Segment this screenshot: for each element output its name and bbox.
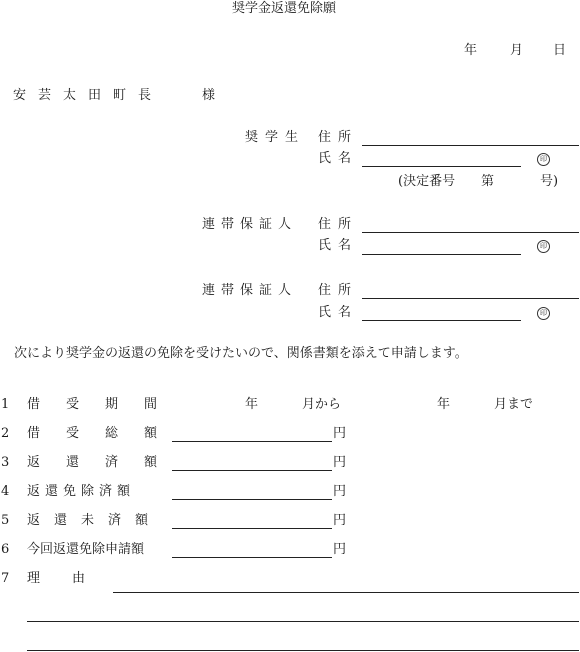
item6-number: 6 bbox=[1, 542, 10, 557]
guarantor2-address-label: 住所 bbox=[318, 283, 359, 298]
decision-number-suffix: 号) bbox=[540, 174, 559, 189]
decision-number-mid: 第 bbox=[481, 174, 495, 189]
date-year-label: 年 bbox=[464, 43, 478, 58]
guarantor2-seal-icon: 印 bbox=[537, 307, 550, 320]
item1-to-month: 月まで bbox=[494, 397, 534, 412]
guarantor2-name-field[interactable] bbox=[362, 320, 521, 321]
student-name-label: 氏名 bbox=[318, 151, 359, 166]
reason-line-1[interactable] bbox=[113, 592, 579, 593]
item4-number: 4 bbox=[1, 484, 10, 499]
item1-label: 借受期間 bbox=[27, 397, 184, 412]
item4-amount-field[interactable] bbox=[172, 499, 332, 500]
date-month-label: 月 bbox=[510, 43, 524, 58]
guarantor2-name-label: 氏名 bbox=[318, 305, 359, 320]
item1-from-year: 年 bbox=[245, 397, 259, 412]
guarantor2-address-field[interactable] bbox=[362, 298, 579, 299]
item5-number: 5 bbox=[1, 513, 10, 528]
item6-amount-field[interactable] bbox=[172, 557, 332, 558]
item3-label: 返還済額 bbox=[27, 455, 184, 470]
decision-number-prefix: (決定番号 bbox=[398, 174, 456, 189]
reason-line-3[interactable] bbox=[27, 650, 579, 651]
guarantor1-role-label: 連帯保証人 bbox=[202, 217, 298, 232]
reason-line-2[interactable] bbox=[27, 621, 579, 622]
item1-to-year: 年 bbox=[437, 397, 451, 412]
student-address-field[interactable] bbox=[362, 145, 579, 146]
item2-amount-field[interactable] bbox=[172, 441, 332, 442]
student-address-label: 住所 bbox=[318, 130, 359, 145]
student-seal-icon: 印 bbox=[537, 153, 550, 166]
item6-unit: 円 bbox=[333, 542, 347, 557]
item5-amount-field[interactable] bbox=[172, 528, 332, 529]
item4-label: 返還免除済額 bbox=[27, 484, 136, 499]
recipient-name: 安芸太田町長 bbox=[13, 88, 164, 103]
item1-from-month: 月から bbox=[302, 397, 342, 412]
guarantor1-name-field[interactable] bbox=[362, 254, 521, 255]
guarantor1-address-field[interactable] bbox=[362, 232, 579, 233]
item3-unit: 円 bbox=[333, 455, 347, 470]
guarantor2-role-label: 連帯保証人 bbox=[202, 283, 298, 298]
item5-unit: 円 bbox=[333, 513, 347, 528]
item6-label: 今回返還免除申請額 bbox=[27, 542, 145, 557]
item2-label: 借受総額 bbox=[27, 426, 184, 441]
student-name-field[interactable] bbox=[362, 166, 521, 167]
guarantor1-seal-icon: 印 bbox=[537, 240, 550, 253]
student-role-label: 奨学生 bbox=[245, 130, 306, 145]
item5-label: 返還未済額 bbox=[27, 513, 163, 528]
item2-unit: 円 bbox=[333, 426, 347, 441]
guarantor1-address-label: 住所 bbox=[318, 217, 359, 232]
item2-number: 2 bbox=[1, 426, 10, 441]
item7-number: 7 bbox=[1, 571, 10, 586]
item1-number: 1 bbox=[1, 397, 10, 412]
date-day-label: 日 bbox=[553, 43, 567, 58]
item3-amount-field[interactable] bbox=[172, 470, 332, 471]
item7-label: 理由 bbox=[27, 571, 118, 586]
recipient-honorific: 様 bbox=[202, 88, 216, 103]
document-title: 奨学金返還免除願 bbox=[232, 1, 337, 16]
application-statement: 次により奨学金の返還の免除を受けたいので、関係書類を添えて申請します。 bbox=[14, 346, 468, 361]
item3-number: 3 bbox=[1, 455, 10, 470]
guarantor1-name-label: 氏名 bbox=[318, 238, 359, 253]
item4-unit: 円 bbox=[333, 484, 347, 499]
